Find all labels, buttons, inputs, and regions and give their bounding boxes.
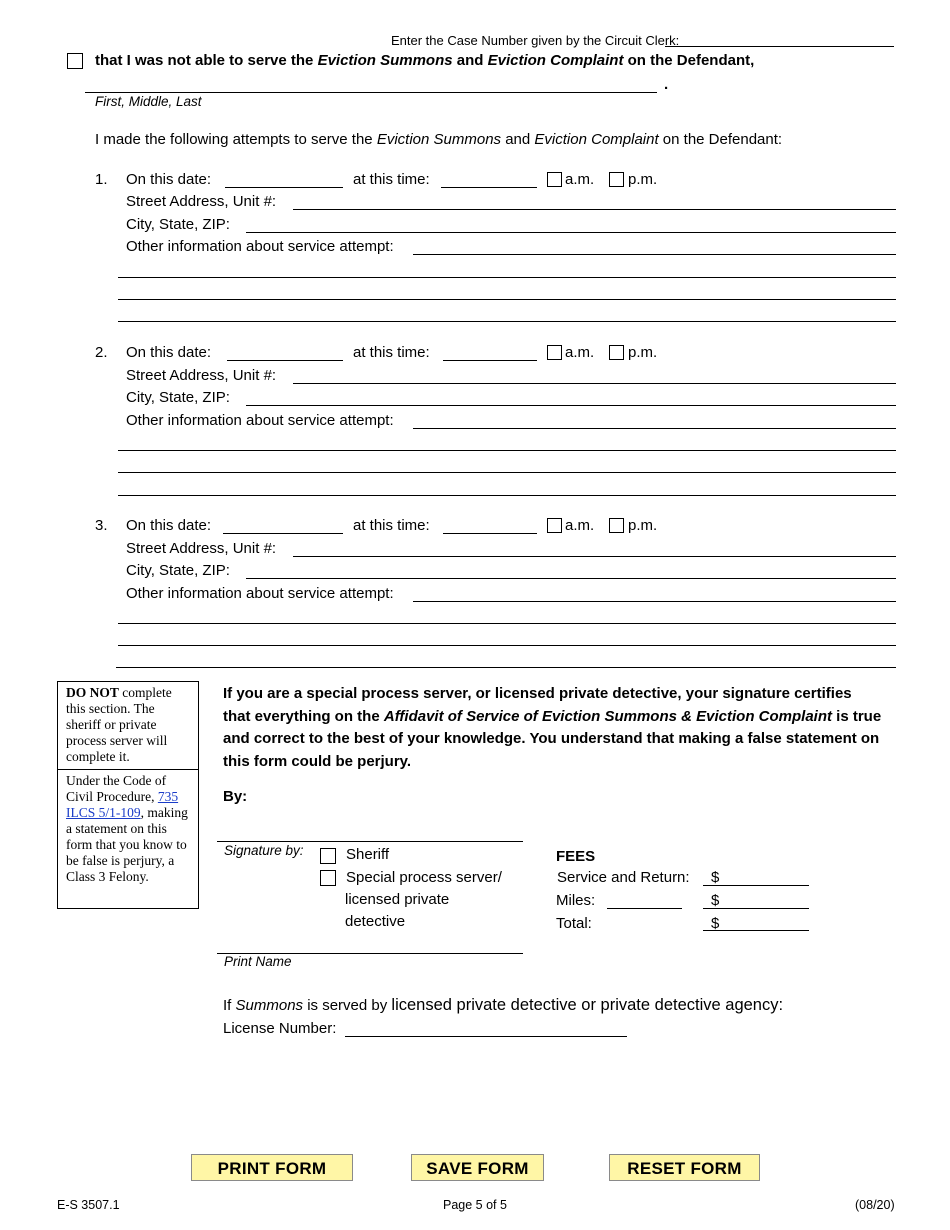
am-checkbox[interactable] <box>547 518 562 533</box>
other-info-input[interactable] <box>413 428 896 429</box>
not-served-checkbox[interactable] <box>67 53 83 69</box>
am-checkbox[interactable] <box>547 345 562 360</box>
other-info-line[interactable] <box>118 299 896 300</box>
street-label: Street Address, Unit #: <box>126 193 277 210</box>
special-process-server-label-line3: detective <box>345 913 406 930</box>
total-input[interactable] <box>703 930 809 931</box>
pm-checkbox[interactable] <box>609 345 624 360</box>
street-input[interactable] <box>293 556 896 557</box>
form-date: (08/20) <box>855 1198 895 1212</box>
city-input[interactable] <box>246 578 896 579</box>
service-return-label: Service and Return: <box>557 869 690 886</box>
other-info-line[interactable] <box>118 472 896 473</box>
miles-input[interactable] <box>607 908 682 909</box>
signature-line[interactable] <box>217 841 523 842</box>
other-info-line[interactable] <box>116 667 896 668</box>
other-info-input[interactable] <box>413 254 896 255</box>
ilcs-link[interactable]: 735 ILCS 5/1-109 <box>66 789 179 820</box>
save-form-button[interactable]: SAVE FORM <box>411 1154 544 1181</box>
city-input[interactable] <box>246 232 896 233</box>
special-process-server-checkbox[interactable] <box>320 870 336 886</box>
pm-checkbox[interactable] <box>609 518 624 533</box>
signature-by-label: Signature by: <box>224 843 304 858</box>
service-return-currency: $ <box>711 869 720 886</box>
pm-checkbox[interactable] <box>609 172 624 187</box>
time-input[interactable] <box>443 360 537 361</box>
not-served-statement: that I was not able to serve the Eviction Summons and Eviction Complaint on the Defendant, <box>95 52 755 69</box>
am-label: a.m. <box>565 171 595 188</box>
total-currency: $ <box>711 915 720 932</box>
street-label: Street Address, Unit #: <box>126 540 277 557</box>
other-info-label: Other information about service attempt: <box>126 412 394 429</box>
other-info-line[interactable] <box>118 495 896 496</box>
license-number-label: License Number: <box>223 1020 337 1037</box>
sheriff-label: Sheriff <box>346 846 390 863</box>
miles-label: Miles: <box>556 892 596 909</box>
city-label: City, State, ZIP: <box>126 389 230 406</box>
by-label: By: <box>223 788 248 805</box>
reset-form-button[interactable]: RESET FORM <box>609 1154 760 1181</box>
date-label: On this date: <box>126 344 212 361</box>
date-input[interactable] <box>227 360 343 361</box>
pm-label: p.m. <box>628 517 658 534</box>
time-input[interactable] <box>441 187 537 188</box>
other-info-line[interactable] <box>118 645 896 646</box>
city-input[interactable] <box>246 405 896 406</box>
other-info-label: Other information about service attempt: <box>126 238 394 255</box>
time-label: at this time: <box>353 517 430 534</box>
service-attempt <box>0 171 950 331</box>
print-form-button[interactable]: PRINT FORM <box>191 1154 353 1181</box>
name-caption: First, Middle, Last <box>95 94 202 109</box>
service-return-input[interactable] <box>703 885 809 886</box>
sheriff-checkbox[interactable] <box>320 848 336 864</box>
am-label: a.m. <box>565 517 595 534</box>
date-label: On this date: <box>126 171 212 188</box>
am-checkbox[interactable] <box>547 172 562 187</box>
attempt-number: 3. <box>95 517 108 534</box>
date-input[interactable] <box>225 187 343 188</box>
do-not-complete-notice: DO NOT complete this section. The sheriff or private process server will complete it. <box>57 681 199 770</box>
special-process-server-label: Special process server/ <box>346 869 502 886</box>
other-info-line[interactable] <box>118 623 896 624</box>
case-number-label: Enter the Case Number given by the Circuit Clerk: <box>391 33 680 48</box>
date-label: On this date: <box>126 517 212 534</box>
time-input[interactable] <box>443 533 537 534</box>
fees-title: FEES <box>556 848 596 865</box>
total-label: Total: <box>556 915 592 932</box>
case-number-input[interactable] <box>665 46 894 47</box>
date-input[interactable] <box>223 533 343 534</box>
miles-amount-input[interactable] <box>703 908 809 909</box>
pm-label: p.m. <box>628 344 658 361</box>
service-attempt <box>0 517 950 677</box>
other-info-line[interactable] <box>118 277 896 278</box>
name-period: . <box>664 76 669 93</box>
print-name-caption: Print Name <box>224 954 292 969</box>
license-number-input[interactable] <box>345 1036 627 1037</box>
attempt-number: 2. <box>95 344 108 361</box>
defendant-name-input[interactable] <box>85 92 657 93</box>
time-label: at this time: <box>353 171 430 188</box>
other-info-line[interactable] <box>118 321 896 322</box>
special-process-server-label-line2: licensed private <box>345 891 450 908</box>
street-label: Street Address, Unit #: <box>126 367 277 384</box>
other-info-input[interactable] <box>413 601 896 602</box>
attempts-intro: I made the following attempts to serve the Eviction Summons and Eviction Complaint on the Defendant: <box>95 131 783 148</box>
attempt-number: 1. <box>95 171 108 188</box>
city-label: City, State, ZIP: <box>126 562 230 579</box>
pm-label: p.m. <box>628 171 658 188</box>
am-label: a.m. <box>565 344 595 361</box>
perjury-notice: Under the Code of Civil Procedure, 735 ILCS 5/1-109, making a statement on this form that you know to be false is perjury, a Class 3 Felony. <box>57 769 199 909</box>
service-attempt <box>0 344 950 504</box>
time-label: at this time: <box>353 344 430 361</box>
page-number: Page 5 of 5 <box>443 1198 507 1212</box>
street-input[interactable] <box>293 383 896 384</box>
city-label: City, State, ZIP: <box>126 216 230 233</box>
license-statement: If Summons is served by licensed private detective or private detective agency: <box>223 996 784 1014</box>
certification-statement: If you are a special process server, or licensed private detective, your signature certifies that everything on the Affidavit of Service of Eviction Summons & Eviction Complaint is true and correct to the best of your knowledge. You understand that making a false statement on this form could be perjury. <box>223 685 882 770</box>
form-id: E-S 3507.1 <box>57 1198 120 1212</box>
other-info-line[interactable] <box>118 450 896 451</box>
street-input[interactable] <box>293 209 896 210</box>
other-info-label: Other information about service attempt: <box>126 585 394 602</box>
miles-currency: $ <box>711 892 720 909</box>
